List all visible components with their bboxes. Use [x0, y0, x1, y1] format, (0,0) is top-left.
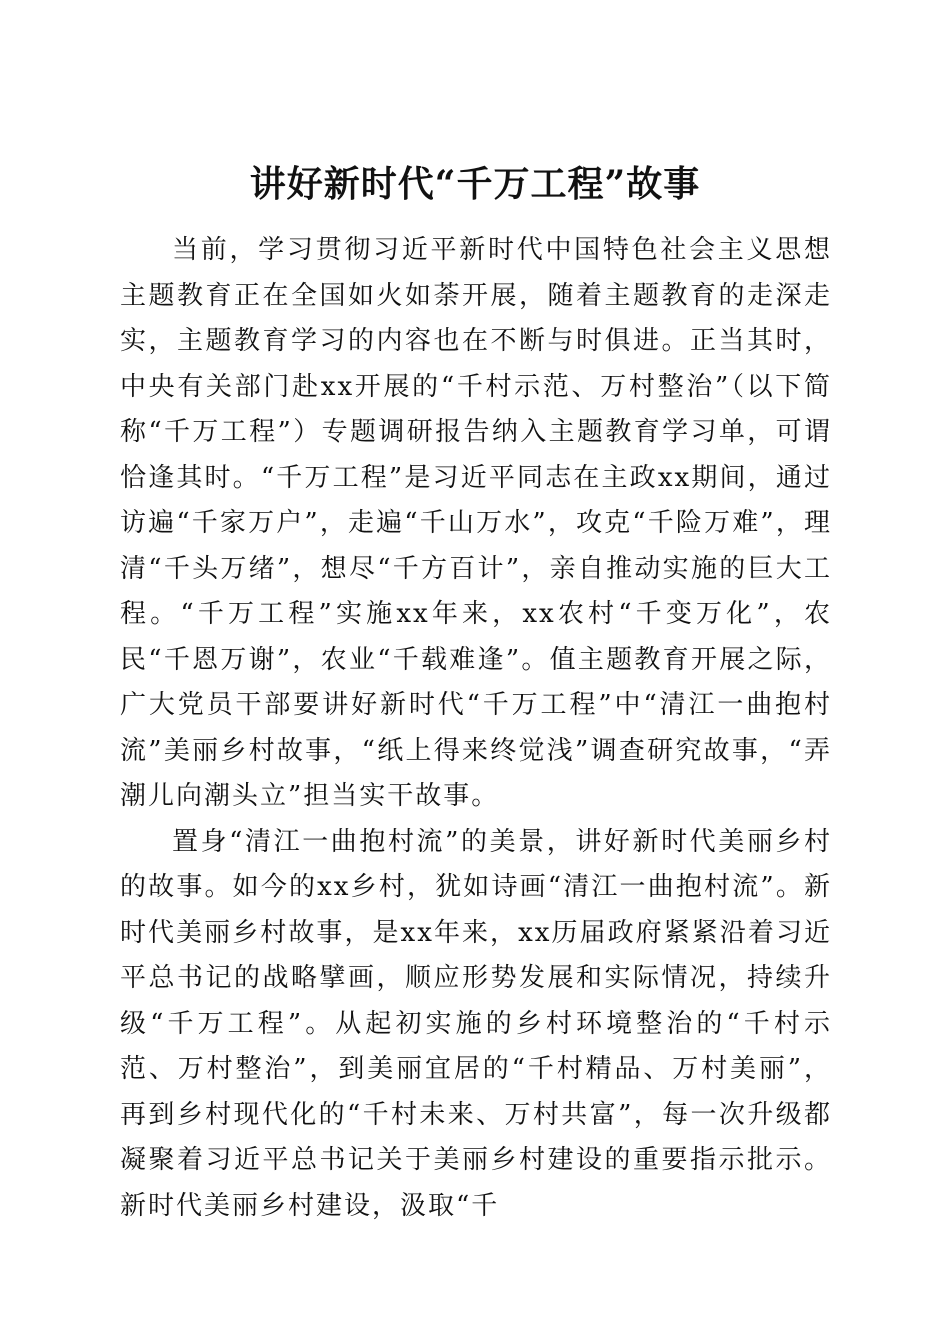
- paragraph-2: 置身“清江一曲抱村流”的美景，讲好新时代美丽乡村的故事。如今的xx乡村，犹如诗画“清江一曲抱村流”。新时代美丽乡村故事，是xx年来，xx历届政府紧紧沿着习近平总书记的战略擘画，顺应形势发展和实际情况，持续升级“千万工程”。从起初实施的乡村环境整治的“千村示范、万村整治”，到美丽宜居的“千村精品、万村美丽”，再到乡村现代化的“千村未来、万村共富”，每一次升级都凝聚着习近平总书记关于美丽乡村建设的重要指示批示。新时代美丽乡村建设，汲取“千: [120, 826, 832, 1221]
- document-body: [120, 228, 832, 1229]
- paragraph-1: 当前，学习贯彻习近平新时代中国特色社会主义思想主题教育正在全国如火如荼开展，随着主题教育的走深走实，主题教育学习的内容也在不断与时俱进。正当其时，中央有关部门赴xx开展的“千村示范、万村整治”（以下简称“千万工程”）专题调研报告纳入主题教育学习单，可谓恰逢其时。“千万工程”是习近平同志在主政xx期间，通过访遍“千家万户”，走遍“千山万水”，攻克“千险万难”，理清“千头万绪”，想尽“千方百计”，亲自推动实施的巨大工程。“千万工程”实施xx年来，xx农村“千变万化”，农民“千恩万谢”，农业“千载难逢”。值主题教育开展之际，广大党员干部要讲好新时代“千万工程”中“清江一曲抱村流”美丽乡村故事，“纸上得来终觉浅”调查研究故事，“弄潮儿向潮头立”担当实干故事。: [120, 235, 832, 811]
- document-title: 讲好新时代“千万工程”故事: [249, 163, 701, 206]
